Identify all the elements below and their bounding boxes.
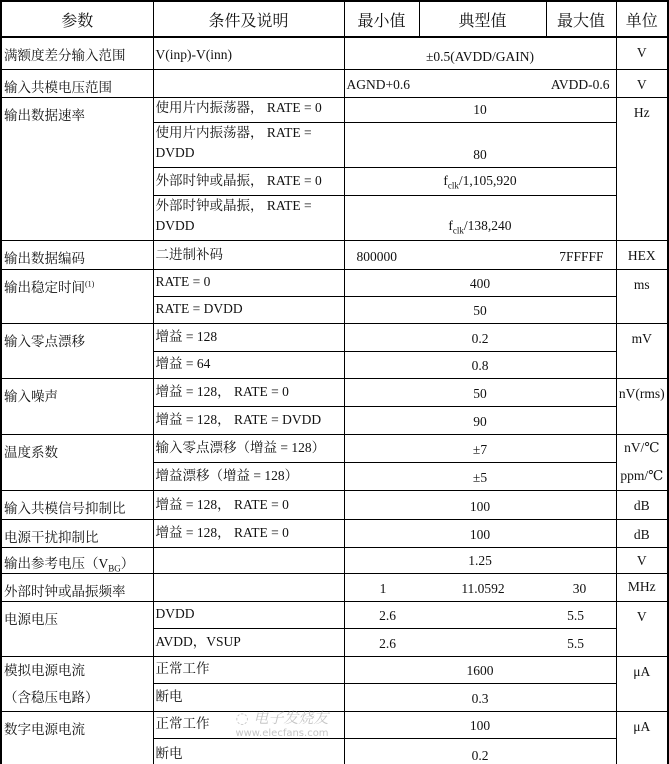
condition: RATE = DVDD: [153, 296, 344, 323]
condition: AVDD，VSUP: [153, 629, 344, 657]
table-row: [1, 323, 668, 351]
unit: V: [616, 37, 668, 69]
param: 输出数据速率: [1, 97, 153, 240]
condition: [153, 574, 344, 602]
typ-value: 100: [344, 490, 616, 519]
condition: 二进制补码: [153, 240, 344, 269]
unit: V: [616, 69, 668, 97]
param: [1, 547, 153, 574]
typ-value: 0.2: [344, 739, 616, 764]
condition: 增益 = 128， RATE = 0: [153, 519, 344, 547]
table-row: [1, 602, 668, 629]
param-note: （含稳压电路）: [4, 690, 99, 706]
typ-value: 80: [344, 122, 616, 167]
watermark-name: 电子发烧友: [253, 709, 329, 727]
param: 数字电源电流: [1, 712, 153, 764]
bg-subscript: BG: [108, 563, 121, 574]
typ-value: 10: [344, 97, 616, 122]
typ-value: ±0.5(AVDD/GAIN): [344, 37, 616, 69]
table-row: [1, 378, 668, 406]
min-value: 2.6: [379, 608, 396, 624]
unit: mV: [616, 323, 668, 378]
param: [1, 657, 153, 712]
param-text: 输出参考电压（V: [4, 555, 109, 571]
typ-value: ±7: [344, 434, 616, 462]
unit: V: [616, 602, 668, 657]
typ-value: 100: [344, 712, 616, 739]
value-cell: [344, 629, 616, 657]
clk-subscript: clk: [447, 180, 459, 191]
header-min: 最小值: [344, 1, 419, 37]
unit: ppm/℃: [616, 462, 668, 490]
typ-value: 1600: [344, 657, 616, 684]
f-symbol: f: [448, 217, 453, 233]
typ-value: 400: [344, 269, 616, 296]
condition: DVDD: [153, 602, 344, 629]
table-row: [1, 574, 668, 602]
param: 满额度差分输入范围: [1, 37, 153, 69]
table-row: [1, 519, 668, 547]
unit: V: [616, 547, 668, 574]
param: [1, 269, 153, 323]
param: 电源电压: [1, 602, 153, 657]
divisor: /1,105,920: [458, 172, 517, 188]
value-cell: [344, 602, 616, 629]
header-unit: 单位: [616, 1, 668, 37]
unit: μA: [616, 712, 668, 764]
max-value: 5.5: [567, 636, 584, 652]
typ-value: 100: [344, 519, 616, 547]
unit: μA: [616, 657, 668, 712]
condition: 外部时钟或晶振， RATE = DVDD: [153, 195, 344, 240]
unit: Hz: [616, 97, 668, 240]
header-condition: 条件及说明: [153, 1, 344, 37]
watermark-logo: [226, 710, 338, 742]
table-row: [1, 490, 668, 519]
condition: [153, 69, 344, 97]
condition: 增益 = 128， RATE = 0: [153, 378, 344, 406]
table-row: [1, 97, 668, 122]
max-value: AVDD-0.6: [550, 76, 610, 92]
min-value: AGND+0.6: [346, 76, 410, 92]
condition: 断电: [153, 739, 344, 764]
condition: 增益漂移（增益 = 128）: [153, 462, 344, 490]
table-row: [1, 657, 668, 684]
max-value: 5.5: [567, 608, 584, 624]
param: 输入零点漂移: [1, 323, 153, 378]
clk-subscript: clk: [452, 225, 464, 236]
table-row: [1, 547, 668, 574]
max-value: 30: [572, 581, 587, 597]
header-typ: 典型值: [419, 1, 546, 37]
header-row: [1, 1, 668, 37]
min-value: 800000: [356, 248, 397, 264]
param: 温度系数: [1, 434, 153, 490]
value-cell: [344, 240, 616, 269]
condition: 正常工作: [153, 712, 344, 739]
condition: 增益 = 128: [153, 323, 344, 351]
typ-value: 1.25: [344, 547, 616, 574]
unit: MHz: [616, 574, 668, 602]
table-row: [1, 37, 668, 69]
typ-value: 50: [344, 296, 616, 323]
value-cell: [344, 69, 616, 97]
typ-value: 0.8: [344, 351, 616, 378]
header-max: 最大值: [546, 1, 616, 37]
param: 外部时钟或晶振频率: [1, 574, 153, 602]
typ-value: [344, 167, 616, 195]
unit: HEX: [616, 240, 668, 269]
typ-value: [344, 195, 616, 240]
condition: 正常工作: [153, 657, 344, 684]
typ-value: 90: [344, 406, 616, 434]
condition: V(inp)-V(inn): [153, 37, 344, 69]
param-text: 输出稳定时间: [4, 279, 85, 295]
condition: 增益 = 128， RATE = DVDD: [153, 406, 344, 434]
unit: ms: [616, 269, 668, 323]
param: 输入共模电压范围: [1, 69, 153, 97]
max-value: 7FFFFF: [559, 248, 604, 264]
unit: dB: [616, 519, 668, 547]
condition: [153, 547, 344, 574]
min-value: 2.6: [379, 636, 396, 652]
footnote-ref: (1): [85, 279, 95, 288]
header-param: 参数: [1, 1, 153, 37]
condition: 使用片内振荡器， RATE = DVDD: [153, 122, 344, 167]
condition: 增益 = 64: [153, 351, 344, 378]
typ-value: 11.0592: [461, 581, 505, 597]
watermark-url: www.elecfans.com: [235, 728, 329, 739]
unit: dB: [616, 490, 668, 519]
param: 输入共模信号抑制比: [1, 490, 153, 519]
typ-value: 0.2: [344, 323, 616, 351]
condition: 外部时钟或晶振， RATE = 0: [153, 167, 344, 195]
condition: 输入零点漂移（增益 = 128）: [153, 434, 344, 462]
table-row: [1, 434, 668, 462]
param: 输入噪声: [1, 378, 153, 434]
unit: nV(rms): [616, 378, 668, 434]
condition: 断电: [153, 684, 344, 712]
param-text: 模拟电源电流: [4, 663, 85, 679]
condition: RATE = 0: [153, 269, 344, 296]
param: 电源干扰抑制比: [1, 519, 153, 547]
typ-value: 50: [344, 378, 616, 406]
param: 输出数据编码: [1, 240, 153, 269]
typ-value: 0.3: [344, 684, 616, 712]
table-row: [1, 69, 668, 97]
param-text-end: ）: [120, 555, 135, 571]
condition: 使用片内振荡器， RATE = 0: [153, 97, 344, 122]
unit: nV/℃: [616, 434, 668, 462]
table-row: [1, 240, 668, 269]
f-symbol: f: [443, 172, 448, 188]
table-row: [1, 269, 668, 296]
typ-value: ±5: [344, 462, 616, 490]
condition: 增益 = 128， RATE = 0: [153, 490, 344, 519]
divisor: /138,240: [463, 217, 512, 233]
min-value: 1: [379, 581, 387, 597]
value-cell: [344, 574, 616, 602]
watermark-circle-icon: ◌: [235, 709, 249, 727]
